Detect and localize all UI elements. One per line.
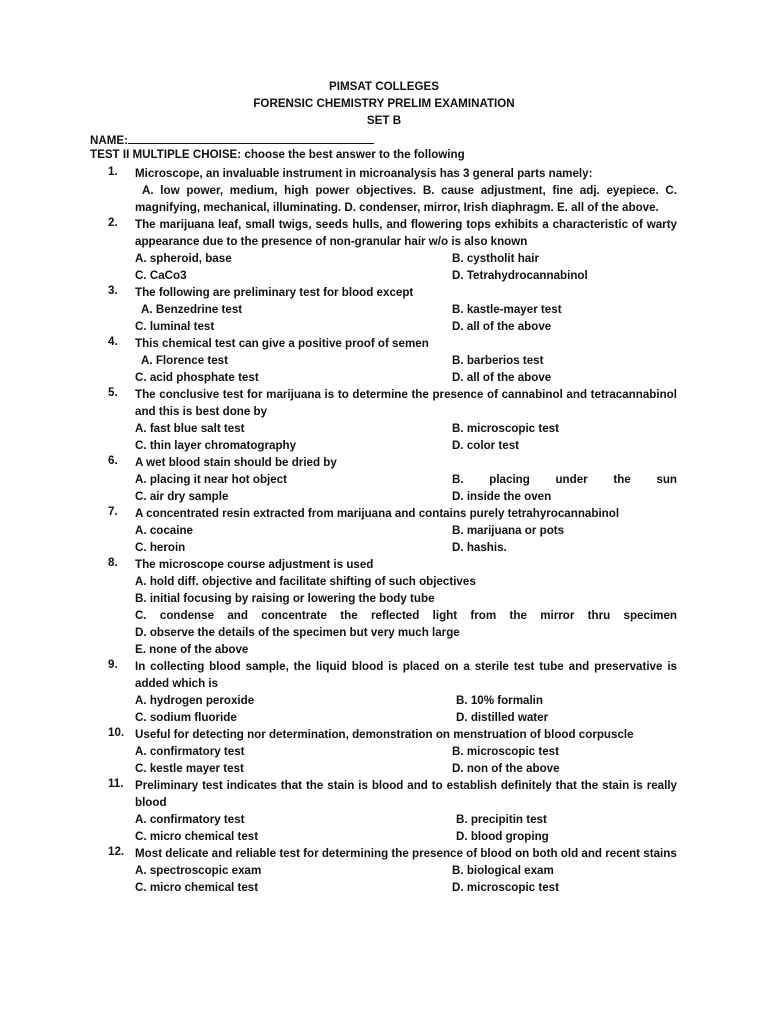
test-instructions: TEST II MULTIPLE CHOISE: choose the best answer to the following [90, 148, 465, 161]
option-c: C. micro chemical test [135, 830, 259, 843]
question-6 [0, 454, 768, 505]
option-d: D. blood groping [456, 830, 549, 843]
option-b: B. microscopic test [452, 745, 559, 758]
exam-set: SET B [366, 114, 402, 127]
question-11 [0, 777, 768, 845]
option-d: D. inside the oven [452, 490, 552, 503]
question-number: 6. [108, 454, 118, 467]
question-number: 9. [108, 658, 118, 671]
option-d: D. microscopic test [452, 881, 559, 894]
option-b: B. initial focusing by raising or lowering the body tube [135, 592, 435, 605]
question-text: The marijuana leaf, small twigs, seeds hulls, and flowering tops exhibits a characteristic of warty appearance due to the presence of non-granular hair w/o is also known [135, 218, 677, 248]
question-number: 10. [108, 726, 125, 739]
option-c: C. thin layer chromatography [135, 439, 297, 452]
option-a: A. confirmatory test [135, 813, 245, 826]
question-number: 1. [108, 165, 118, 178]
question-7 [0, 505, 768, 556]
question-text: The following are preliminary test for blood except [135, 286, 414, 299]
question-number: 12. [108, 845, 125, 858]
question-5 [0, 386, 768, 454]
question-10 [0, 726, 768, 777]
name-blank-line [128, 131, 374, 144]
option-b: B. marijuana or pots [452, 524, 565, 537]
question-8 [0, 556, 768, 658]
option-a: A. Florence test [141, 354, 228, 367]
question-4 [0, 335, 768, 386]
option-c: C. CaCo3 [135, 269, 187, 282]
option-b: B. 10% formalin [456, 694, 543, 707]
option-c: C. micro chemical test [135, 881, 259, 894]
option-c: C. kestle mayer test [135, 762, 244, 775]
exam-title: FORENSIC CHEMISTRY PRELIM EXAMINATION [253, 97, 515, 110]
option-d: D. hashis. [452, 541, 507, 554]
option-a: A. spectroscopic exam [135, 864, 262, 877]
question-number: 5. [108, 386, 118, 399]
option-c: C. heroin [135, 541, 186, 554]
option-a: A. spheroid, base [135, 252, 232, 265]
question-list [0, 165, 768, 896]
question-number: 3. [108, 284, 118, 297]
question-options [135, 182, 677, 216]
option-c: C. condense and concentrate the reflected light from the mirror thru specimen [135, 609, 677, 622]
option-b: B. cystholit hair [452, 252, 539, 265]
option-b: B. kastle-mayer test [452, 303, 562, 316]
option-a: A. placing it near hot object [135, 473, 288, 486]
name-label: NAME: [90, 134, 128, 147]
option-d: D. non of the above [452, 762, 560, 775]
option-d: D. all of the above [452, 320, 552, 333]
question-1 [0, 165, 768, 216]
option-c: C. air dry sample [135, 490, 229, 503]
question-3 [0, 284, 768, 335]
school-name: PIMSAT COLLEGES [329, 80, 439, 93]
option-c: C. sodium fluoride [135, 711, 237, 724]
question-2 [0, 216, 768, 284]
question-9 [0, 658, 768, 726]
option-d: D. observe the details of the specimen but very much large [135, 626, 460, 639]
question-text: The conclusive test for marijuana is to determine the presence of cannabinol and tetracannabinol and this is best done by [135, 388, 677, 418]
question-number: 4. [108, 335, 118, 348]
question-text: Microscope, an invaluable instrument in microanalysis has 3 general parts namely: [135, 167, 593, 180]
option-a: A. hydrogen peroxide [135, 694, 255, 707]
option-a: A. fast blue salt test [135, 422, 245, 435]
option-c: C. luminal test [135, 320, 215, 333]
option-d: D. distilled water [456, 711, 549, 724]
option-d: D. color test [452, 439, 519, 452]
option-b: B. precipitin test [456, 813, 547, 826]
name-field [90, 131, 374, 147]
option-b: B. biological exam [452, 864, 554, 877]
question-text: This chemical test can give a positive proof of semen [135, 337, 429, 350]
question-text: In collecting blood sample, the liquid blood is placed on a sterile test tube and preservative is added which is [135, 660, 677, 690]
option-d: D. Tetrahydrocannabinol [452, 269, 588, 282]
option-d: D. all of the above [452, 371, 552, 384]
question-text: Useful for detecting nor determination, demonstration on menstruation of blood corpuscle [135, 728, 634, 741]
question-number: 2. [108, 216, 118, 229]
option-b: B. microscopic test [452, 422, 559, 435]
option-a: A. hold diff. objective and facilitate shifting of such objectives [135, 575, 476, 588]
options-text: A. low power, medium, high power objectives. B. cause adjustment, fine adj. eyepiece. C. magnifying, mechanical, illuminating. D. condenser, mirror, Irish diaphragm. E. all of the above. [135, 184, 677, 214]
option-c: C. acid phosphate test [135, 371, 259, 384]
question-number: 8. [108, 556, 118, 569]
question-text: Most delicate and reliable test for determining the presence of blood on both old and recent stains [135, 847, 677, 860]
question-number: 11. [108, 777, 124, 790]
question-text: The microscope course adjustment is used [135, 558, 374, 571]
option-b [452, 471, 677, 488]
option-a: A. confirmatory test [135, 745, 245, 758]
question-number: 7. [108, 505, 118, 518]
option-a: A. Benzedrine test [141, 303, 243, 316]
option-b: B. barberios test [452, 354, 544, 367]
option-a: A. cocaine [135, 524, 193, 537]
question-text: A wet blood stain should be dried by [135, 456, 337, 469]
option-b-text: B. placing under the sun [452, 473, 677, 486]
question-text: Preliminary test indicates that the stain is blood and to establish definitely that the stain is really blood [135, 779, 677, 809]
question-12 [0, 845, 768, 896]
option-e: E. none of the above [135, 643, 249, 656]
question-text: A concentrated resin extracted from marijuana and contains purely tetrahyrocannabinol [135, 507, 620, 520]
